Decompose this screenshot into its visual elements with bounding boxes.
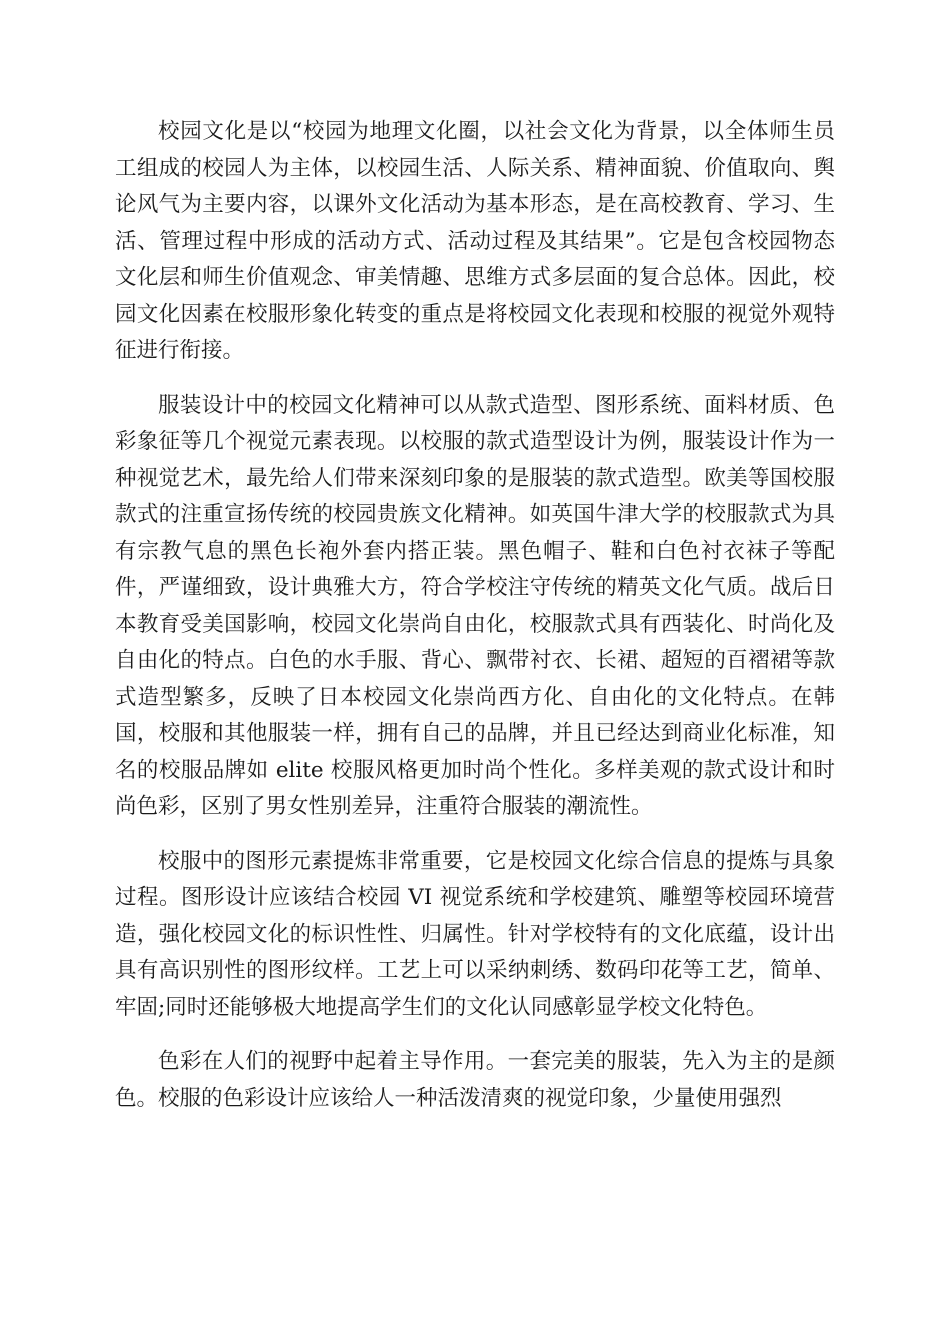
paragraph-color-design: 色彩在人们的视野中起着主导作用。一套完美的服装，先入为主的是颜色。校服的色彩设计应该给人一种活泼清爽的视觉印象，少量使用强烈 (115, 1049, 835, 1111)
document-body (115, 114, 835, 1135)
paragraph-style-design: 服装设计中的校园文化精神可以从款式造型、图形系统、面料材质、色彩象征等几个视觉元素表现。以校服的款式造型设计为例，服装设计作为一种视觉艺术，最先给人们带来深刻印象的是服装的款式造型。欧美等国校服款式的注重宣扬传统的校园贵族文化精神。如英国牛津大学的校服款式为具有宗教气息的黑色长袍外套内搭正装。黑色帽子、鞋和白色衬衣袜子等配件，严谨细致，设计典雅大方，符合学校注守传统的精英文化气质。战后日本教育受美国影响，校园文化崇尚自由化，校服款式具有西装化、时尚化及自由化的特点。白色的水手服、背心、飘带衬衣、长裙、超短的百褶裙等款式造型繁多，反映了日本校园文化崇尚西方化、自由化的文化特点。在韩国，校服和其他服装一样，拥有自己的品牌，并且已经达到商业化标准，知名的校服品牌如 elite 校服风格更加时尚个性化。多样美观的款式设计和时尚色彩，区别了男女性别差异，注重符合服装的潮流性。 (115, 392, 835, 819)
paragraph-graphic-elements: 校服中的图形元素提炼非常重要，它是校园文化综合信息的提炼与具象过程。图形设计应该结合校园 VI 视觉系统和学校建筑、雕塑等校园环境营造，强化校园文化的标识性性、归属性。针对学校特有的文化底蕴，设计出具有高识别性的图形纹样。工艺上可以采纳刺绣、数码印花等工艺，简单、牢固;同时还能够极大地提高学生们的文化认同感彰显学校文化特色。 (115, 848, 835, 1020)
paragraph-campus-culture-definition: 校园文化是以“校园为地理文化圈，以社会文化为背景，以全体师生员工组成的校园人为主体，以校园生活、人际关系、精神面貌、价值取向、舆论风气为主要内容，以课外文化活动为基本形态，是在高校教育、学习、生活、管理过程中形成的活动方式、活动过程及其结果”。它是包含校园物态文化层和师生价值观念、审美情趣、思维方式多层面的复合总体。因此，校园文化因素在校服形象化转变的重点是将校园文化表现和校服的视觉外观特征进行衔接。 (115, 119, 835, 363)
